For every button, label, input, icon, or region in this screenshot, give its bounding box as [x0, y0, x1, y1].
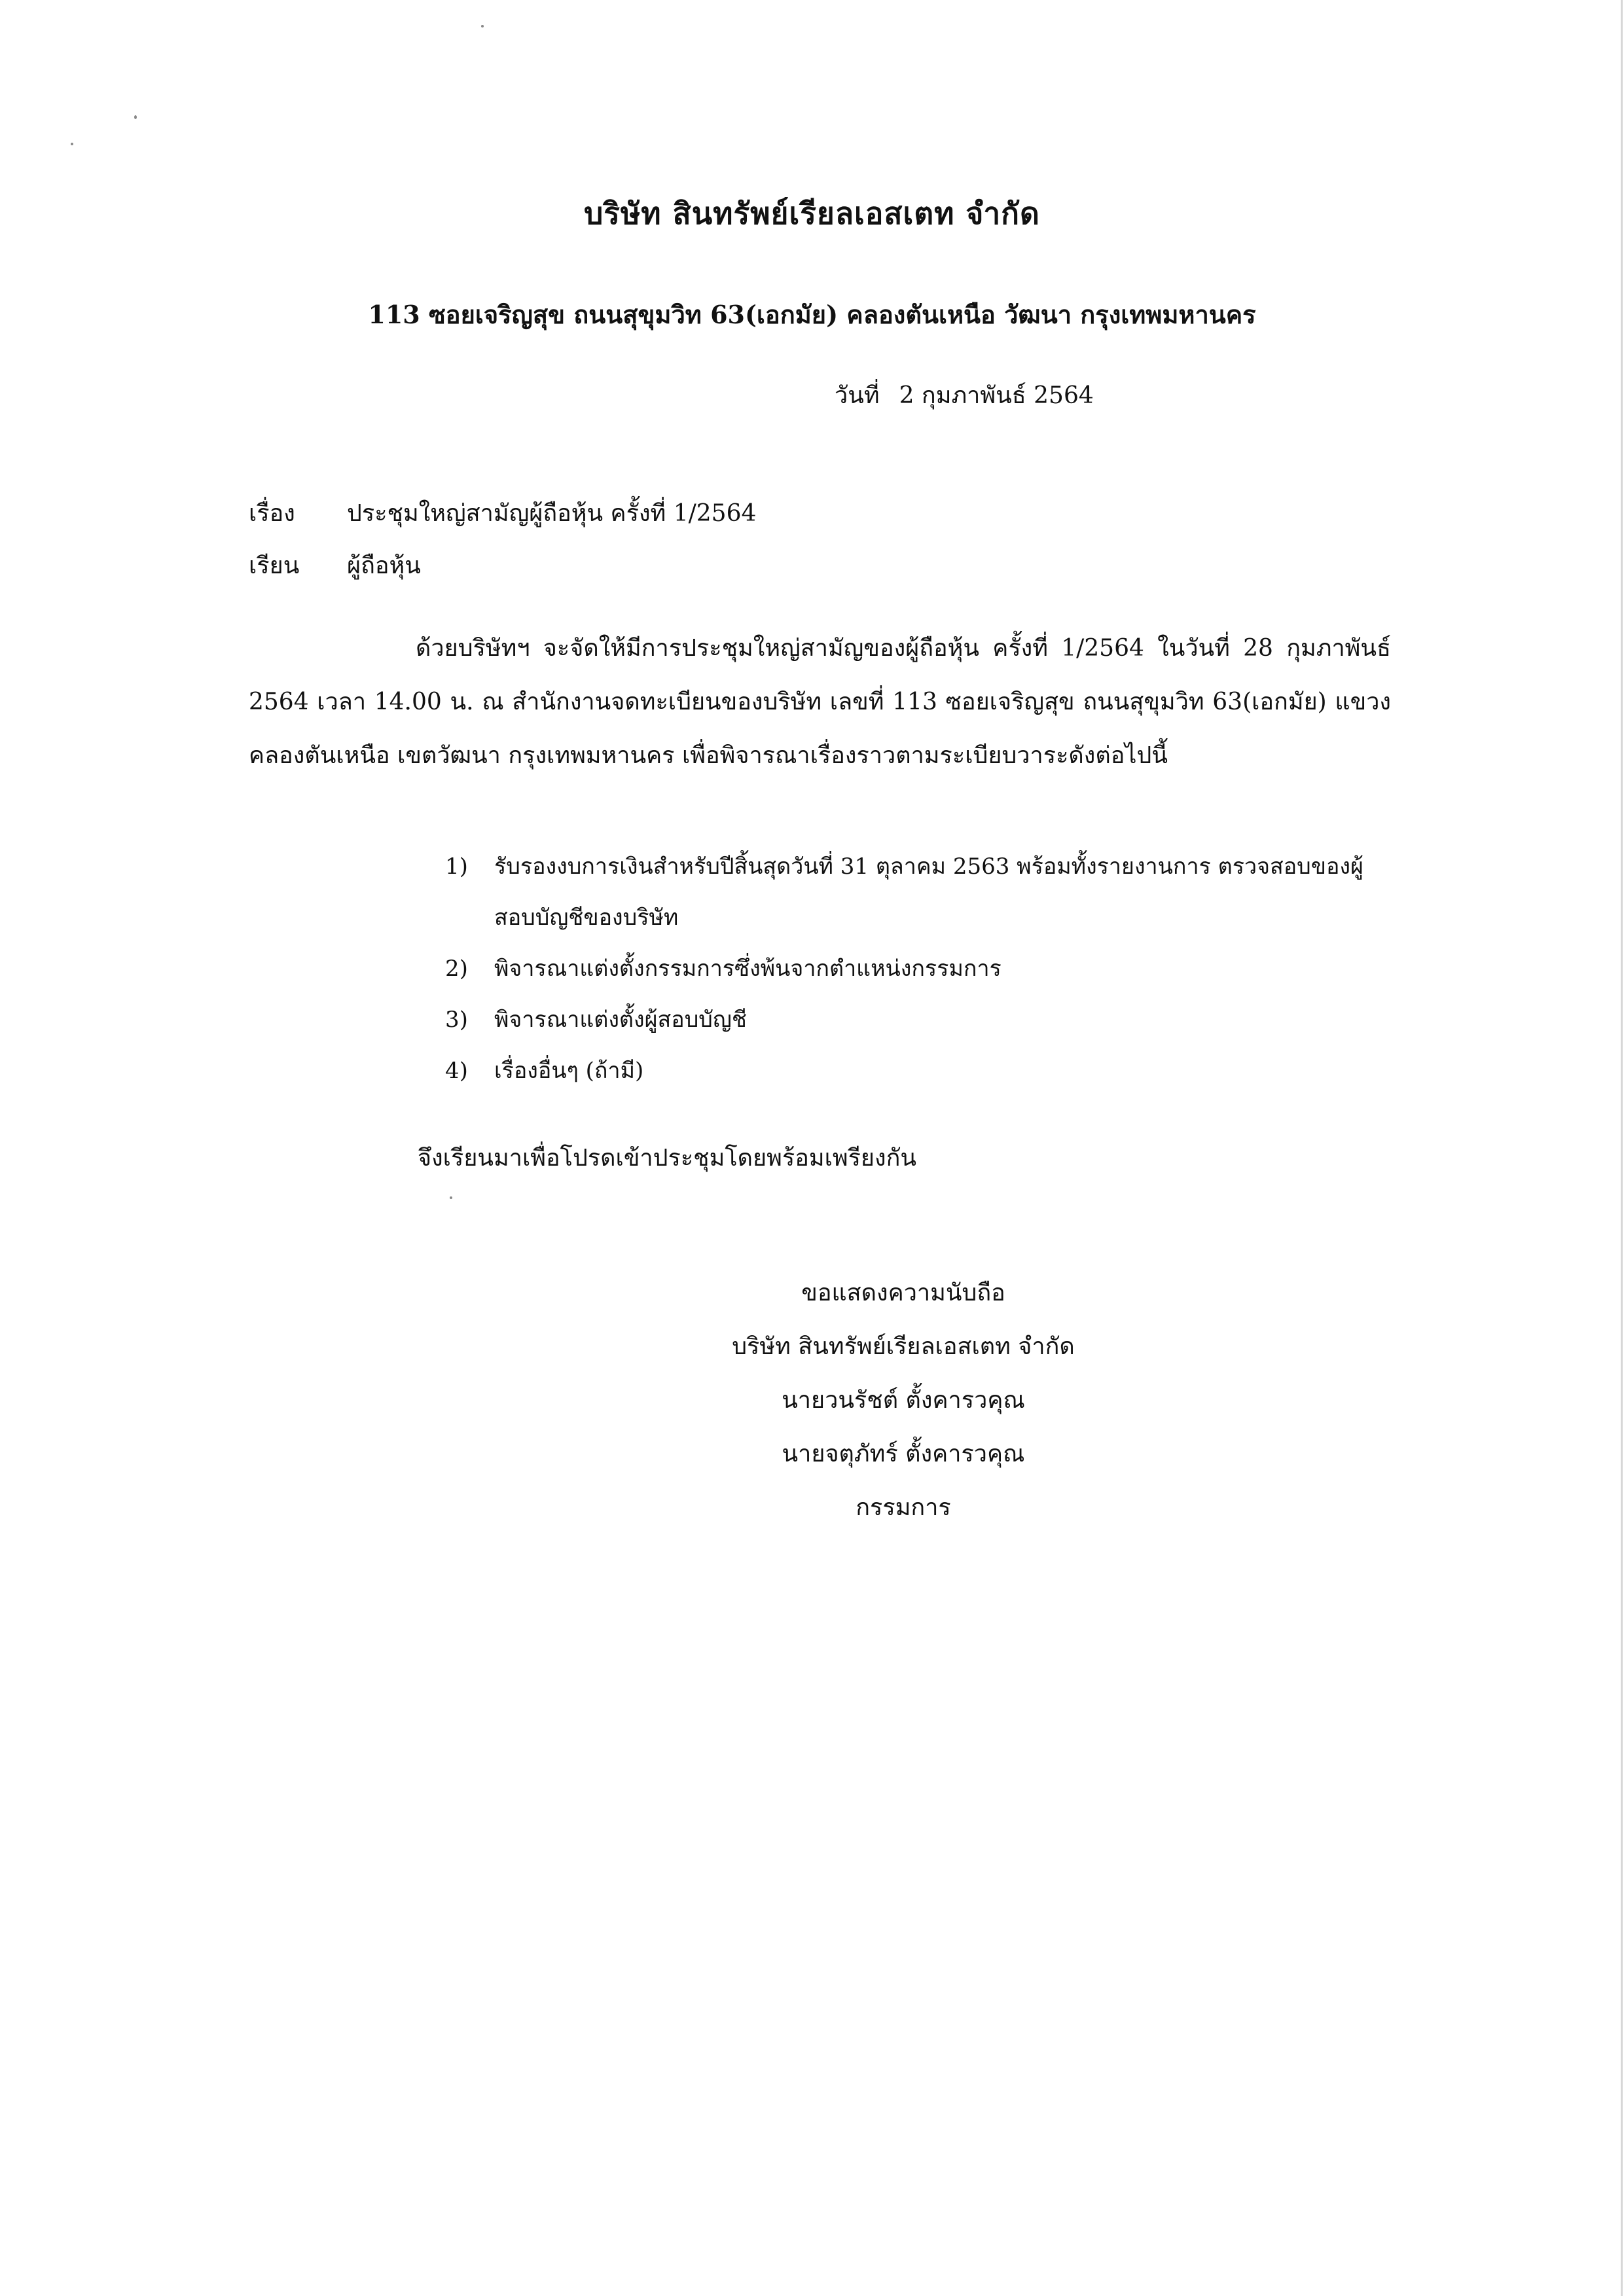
signer-position: กรรมการ [856, 1494, 951, 1521]
date-label: วันที่ [835, 382, 880, 409]
agenda-number: 3) [445, 1007, 468, 1033]
scan-speck [134, 115, 137, 119]
letter-date [835, 376, 1094, 414]
scan-speck [481, 25, 484, 27]
recipient-label: เรียน [249, 552, 300, 579]
company-name: บริษัท สินทรัพย์เรียลเอสเตท จำกัด [584, 196, 1040, 231]
signature-block [707, 1266, 1100, 1535]
scan-speck [71, 143, 73, 145]
agenda-number: 2) [445, 956, 468, 982]
agenda-number: 4) [445, 1058, 468, 1084]
agenda-text: รับรองงบการเงินสำหรับปีสิ้นสุดวันที่ 31 ตุลาคม 2563 พร้อมทั้งรายงานการ ตรวจสอบของผู้สอบบัญชีของบริษัท [494, 853, 1363, 931]
date-value: 2 กุมภาพันธ์ 2564 [899, 382, 1094, 409]
closing-line: จึงเรียนมาเพื่อโปรดเข้าประชุมโดยพร้อมเพรียงกัน [418, 1145, 917, 1172]
subject-label: เรื่อง [249, 500, 295, 527]
agenda-text: เรื่องอื่นๆ (ถ้ามี) [494, 1058, 644, 1084]
recipient-row [249, 547, 421, 584]
agenda-item [445, 943, 1394, 994]
agenda-item [445, 994, 1394, 1045]
agenda-number: 1) [445, 853, 468, 880]
signer-name: นายจตุภัทร์ ตั้งคารวคุณ [782, 1441, 1025, 1467]
subject-value: ประชุมใหญ่สามัญผู้ถือหุ้น ครั้งที่ 1/2564 [347, 500, 757, 527]
agenda-item [445, 1045, 1394, 1096]
recipient-value: ผู้ถือหุ้น [347, 552, 421, 579]
signer-name: นายวนรัชต์ ตั้งคารวคุณ [782, 1387, 1025, 1414]
scan-edge-line [1621, 0, 1623, 2296]
company-address: 113 ซอยเจริญสุข ถนนสุขุมวิท 63(เอกมัย) คลองตันเหนือ วัฒนา กรุงเทพมหานคร [368, 300, 1256, 329]
agenda-text: พิจารณาแต่งตั้งผู้สอบบัญชี [494, 1007, 747, 1033]
regards-line: ขอแสดงความนับถือ [801, 1280, 1005, 1306]
subject-row [249, 494, 756, 531]
agenda-list [445, 841, 1394, 1096]
signature-company: บริษัท สินทรัพย์เรียลเอสเตท จำกัด [732, 1333, 1075, 1360]
scan-speck [450, 1196, 452, 1199]
body-paragraph: ด้วยบริษัทฯ จะจัดให้มีการประชุมใหญ่สามัญของผู้ถือหุ้น ครั้งที่ 1/2564 ในวันที่ 28 กุมภาพันธ์ 2564 เวลา 14.00 น. ณ สำนักงานจดทะเบียนของบริษัท เลขที่ 113 ซอยเจริญสุข ถนนสุขุมวิท 63(เอกมัย) แขวงคลองตันเหนือ เขตวัฒนา กรุงเทพมหานคร เพื่อพิจารณาเรื่องราวตามระเบียบวาระดังต่อไปนี้ [249, 635, 1391, 769]
agenda-text: พิจารณาแต่งตั้งกรรมการซึ่งพ้นจากตำแหน่งกรรมการ [494, 956, 1001, 982]
agenda-item [445, 841, 1394, 943]
